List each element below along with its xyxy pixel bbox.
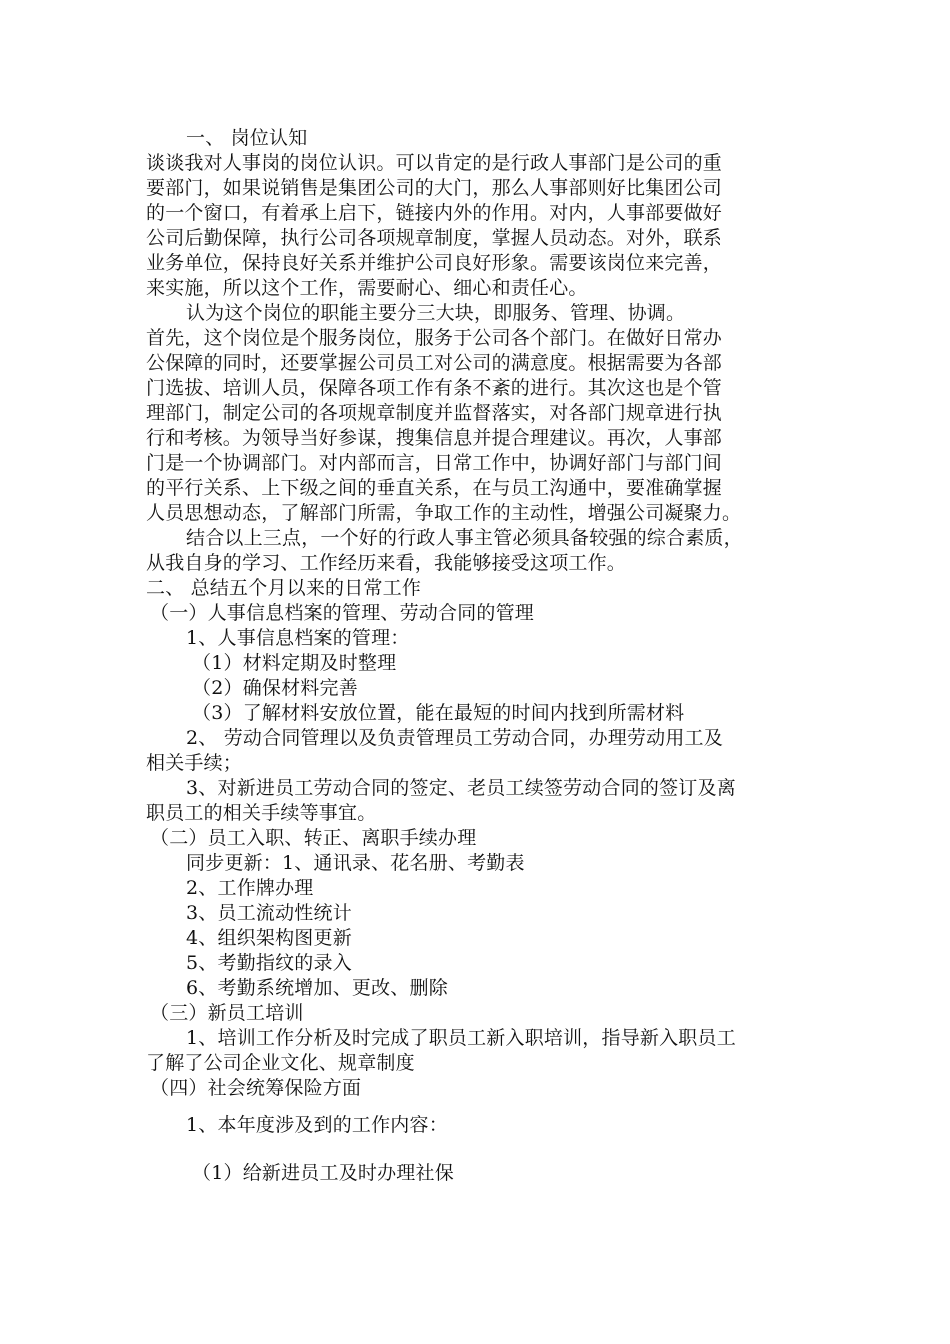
paragraph-line: 认为这个岗位的职能主要分三大块，即服务、管理、协调。 <box>186 302 686 324</box>
paragraph-line: 的平行关系、上下级之间的垂直关系，在与员工沟通中，要准确掌握 <box>146 477 723 499</box>
list-item: 职员工的相关手续等事宜。 <box>146 802 377 824</box>
list-item: 3、员工流动性统计 <box>186 902 352 924</box>
subsection-title: （四）社会统筹保险方面 <box>150 1077 362 1099</box>
paragraph-line: 公保障的同时，还要掌握公司员工对公司的满意度。根据需要为各部 <box>146 352 723 374</box>
subsection-title: （一）人事信息档案的管理、劳动合同的管理 <box>150 602 535 624</box>
paragraph-line: 门是一个协调部门。对内部而言，日常工作中，协调好部门与部门间 <box>146 452 723 474</box>
paragraph-line: 首先，这个岗位是个服务岗位，服务于公司各个部门。在做好日常办 <box>146 327 723 349</box>
paragraph-line: 理部门，制定公司的各项规章制度并监督落实，对各部门规章进行执 <box>146 402 723 424</box>
paragraph-line: 门选拔、培训人员，保障各项工作有条不紊的进行。其次这也是个管 <box>146 377 723 399</box>
section-heading-1: 一、 岗位认知 <box>186 127 308 149</box>
paragraph-line: 来实施，所以这个工作，需要耐心、细心和责任心。 <box>146 277 588 299</box>
paragraph-line: 从我自身的学习、工作经历来看，我能够接受这项工作。 <box>146 552 627 574</box>
list-item: （1）给新进员工及时办理社保 <box>192 1162 454 1184</box>
section-heading-2: 二、 总结五个月以来的日常工作 <box>146 577 422 599</box>
list-item: 1、本年度涉及到的工作内容： <box>186 1114 448 1136</box>
list-item: 6、考勤系统增加、更改、删除 <box>186 977 448 999</box>
list-item: （1）材料定期及时整理 <box>192 652 397 674</box>
list-item: 同步更新：1、通讯录、花名册、考勤表 <box>186 852 525 874</box>
paragraph-line: 要部门，如果说销售是集团公司的大门，那么人事部则好比集团公司 <box>146 177 723 199</box>
list-item: 了解了公司企业文化、规章制度 <box>146 1052 415 1074</box>
subsection-title: （二）员工入职、转正、离职手续办理 <box>150 827 477 849</box>
list-item: 1、培训工作分析及时完成了职员工新入职培训，指导新入职员工 <box>186 1027 736 1049</box>
paragraph-line: 谈谈我对人事岗的岗位认识。可以肯定的是行政人事部门是公司的重 <box>146 152 723 174</box>
paragraph-line: 的一个窗口，有着承上启下，链接内外的作用。对内，人事部要做好 <box>146 202 723 224</box>
list-item: 2、 劳动合同管理以及负责管理员工劳动合同，办理劳动用工及 <box>186 727 723 749</box>
paragraph-line: 结合以上三点，一个好的行政人事主管必须具备较强的综合素质， <box>186 527 743 549</box>
list-item: （2）确保材料完善 <box>192 677 358 699</box>
list-item: 2、工作牌办理 <box>186 877 314 899</box>
list-item: 相关手续； <box>146 752 243 774</box>
paragraph-line: 公司后勤保障，执行公司各项规章制度，掌握人员动态。对外，联系 <box>146 227 723 249</box>
list-item: 4、组织架构图更新 <box>186 927 352 949</box>
paragraph-line: 人员思想动态，了解部门所需，争取工作的主动性，增强公司凝聚力。 <box>146 502 742 524</box>
list-item: 1、人事信息档案的管理： <box>186 627 410 649</box>
subsection-title: （三）新员工培训 <box>150 1002 304 1024</box>
list-item: （3）了解材料安放位置，能在最短的时间内找到所需材料 <box>192 702 685 724</box>
paragraph-line: 行和考核。为领导当好参谋，搜集信息并提合理建议。再次，人事部 <box>146 427 723 449</box>
list-item: 5、考勤指纹的录入 <box>186 952 352 974</box>
paragraph-line: 业务单位，保持良好关系并维护公司良好形象。需要该岗位来完善， <box>146 252 723 274</box>
list-item: 3、对新进员工劳动合同的签定、老员工续签劳动合同的签订及离 <box>186 777 736 799</box>
